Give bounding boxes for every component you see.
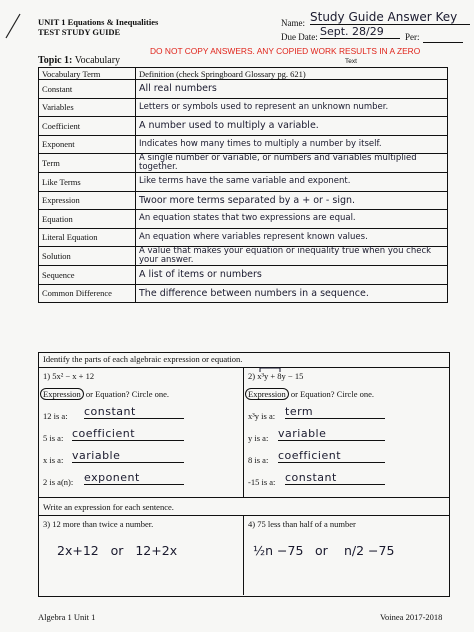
warning-text: DO NOT COPY ANSWERS. ANY COPIED WORK RESULTS IN A ZERO [150, 46, 421, 56]
vocab-term: Literal Equation [39, 228, 136, 247]
answer-value: variable [72, 449, 184, 463]
column-divider [243, 367, 244, 497]
column-header-term: Vocabulary Term [39, 68, 136, 80]
vocab-definition: Twoor more terms separated by a + or - sign. [136, 191, 448, 210]
answer-label: 12 is a: [43, 411, 68, 421]
question-4-or: or [315, 543, 328, 558]
vocab-definition: Indicates how many times to multiply a number by itself. [136, 135, 448, 154]
vocab-definition: A value that makes your equation or inequality true when you check your answer. [136, 247, 448, 266]
question-1-prompt: 1) 5x² − x + 12 [43, 371, 95, 381]
question-2-circle: Expression or Equation? Circle one. [245, 389, 374, 399]
vocab-definition: A list of items or numbers [136, 266, 448, 285]
column-divider [243, 515, 244, 595]
vocab-definition: A number used to multiply a variable. [136, 117, 448, 136]
vocab-term: Expression [39, 191, 136, 210]
question-4-answer-b: n/2 −75 [344, 543, 395, 558]
footer-right: Voinea 2017-2018 [380, 612, 443, 622]
expression-circled: Expression [40, 388, 84, 400]
column-header-definition: Definition (check Springboard Glossary pg. 621) [136, 68, 448, 80]
question-2-prompt: 2) x³y + 8y − 15 [248, 371, 304, 381]
answer-label: 8 is a: [248, 455, 269, 465]
vocab-term: Equation [39, 210, 136, 229]
vocab-term: Exponent [39, 135, 136, 154]
vocab-term: Constant [39, 80, 136, 99]
vocab-term: Term [39, 154, 136, 173]
answer-value: constant [285, 471, 385, 485]
answer-label: -15 is a: [248, 477, 276, 487]
vocab-definition: An equation where variables represent known values. [136, 228, 448, 247]
vocab-definition: The difference between numbers in a sequence. [136, 284, 448, 303]
write-instruction: Write an expression for each sentence. [43, 502, 174, 512]
topic-title: Topic 1: Vocabulary [38, 55, 121, 66]
vocab-definition: An equation states that two expressions are equal. [136, 210, 448, 229]
due-date-label: Due Date: [281, 32, 318, 42]
pen-mark [4, 10, 22, 40]
question-4-answer-a: ½n −75 [253, 543, 304, 558]
question-4-prompt: 4) 75 less than half of a number [248, 519, 356, 529]
answer-value: coefficient [72, 427, 184, 441]
vocab-term: Like Terms [39, 173, 136, 192]
name-label: Name: [281, 18, 305, 28]
answer-label: x is a: [43, 455, 64, 465]
period-line [423, 42, 463, 43]
vocab-definition: Letters or symbols used to represent an unknown number. [136, 98, 448, 117]
vocab-term: Coefficient [39, 117, 136, 136]
vocab-definition: Like terms have the same variable and exponent. [136, 173, 448, 192]
answer-label: x³y is a: [248, 411, 276, 421]
vocab-term: Solution [39, 247, 136, 266]
term-bracket [259, 367, 281, 373]
page-subtitle: TEST STUDY GUIDE [38, 27, 121, 37]
answer-label: 2 is a(n): [43, 477, 74, 487]
period-label: Per: [405, 32, 420, 42]
name-value: Study Guide Answer Key [310, 10, 470, 25]
vocabulary-table [38, 67, 448, 303]
expression-circled: Expression [245, 388, 289, 400]
answer-value: coefficient [278, 449, 385, 463]
question-3-answer: 2x+12 or 12+2x [57, 543, 178, 558]
answer-label: 5 is a: [43, 433, 64, 443]
parts-instruction: Identify the parts of each algebraic expression or equation. [43, 354, 243, 364]
vocab-term: Common Difference [39, 284, 136, 303]
answer-label: y is a: [248, 433, 269, 443]
vocab-term: Variables [39, 98, 136, 117]
question-1-circle: Expression or Equation? Circle one. [40, 389, 169, 399]
divider [38, 497, 449, 498]
question-3-prompt: 3) 12 more than twice a number. [43, 519, 154, 529]
answer-value: term [285, 405, 385, 419]
page-title: UNIT 1 Equations & Inequalities [38, 17, 159, 27]
vocab-definition: All real numbers [136, 80, 448, 99]
text-note: Text [345, 58, 357, 65]
due-date-value: Sept. 28/29 [320, 25, 400, 39]
vocab-term: Sequence [39, 266, 136, 285]
vocab-definition: A single number or variable, or numbers and variables multiplied together. [136, 154, 448, 173]
answer-value: exponent [84, 471, 184, 485]
answer-value: constant [84, 405, 184, 419]
footer-left: Algebra 1 Unit 1 [38, 612, 96, 622]
answer-value: variable [278, 427, 385, 441]
